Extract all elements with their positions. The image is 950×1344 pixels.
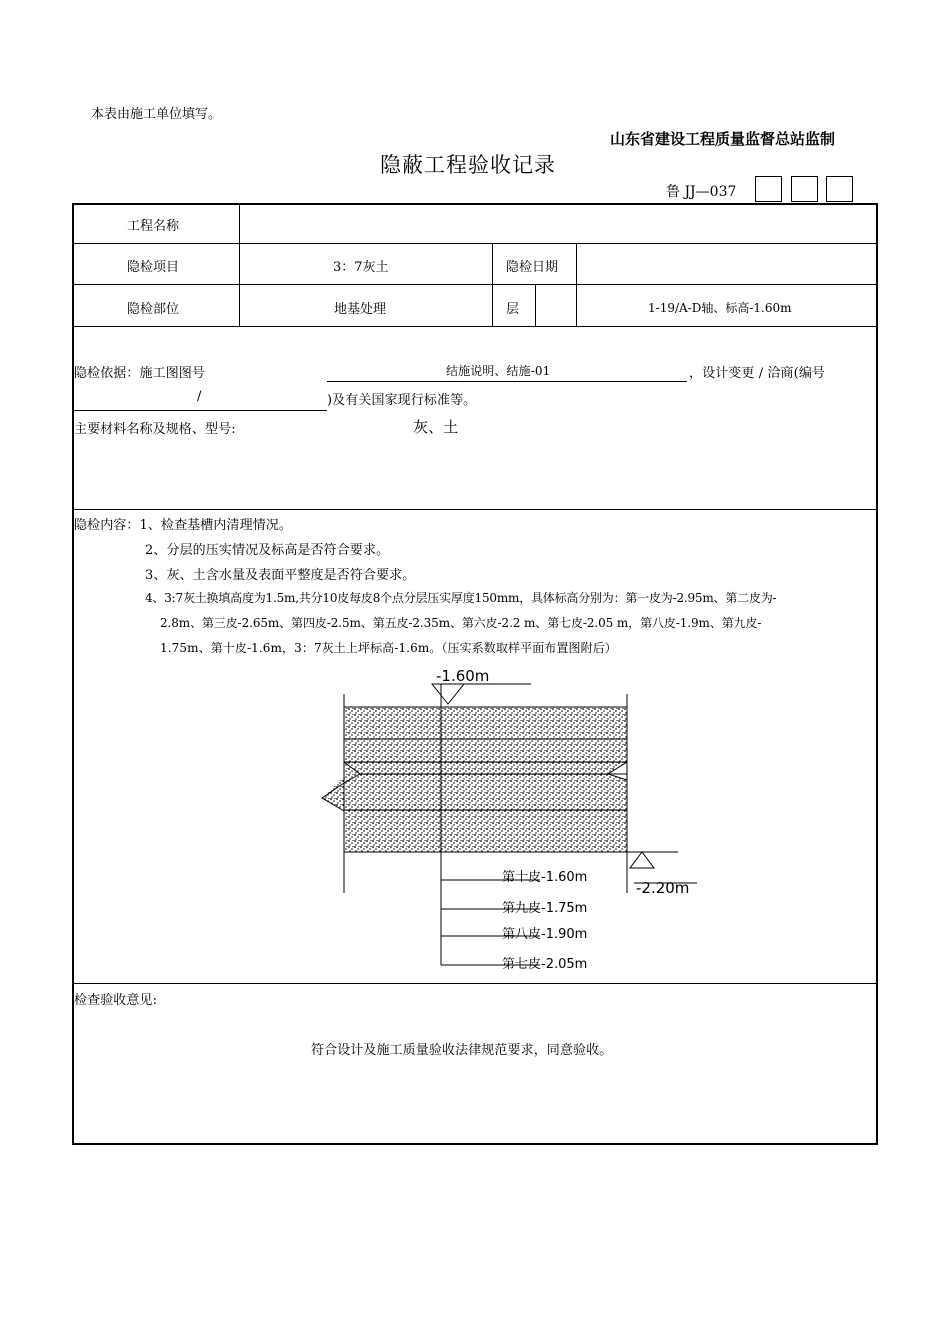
project-name-label: 工程名称: [127, 219, 180, 234]
right-elevation-triangle: [630, 852, 654, 868]
content-item-4-line-2: 2.8m、第三皮-2.65m、第四皮-2.5m、第五皮-2.35m、第六皮-2.2 m、第七皮-2.05 m，第八皮-1.9m、第九皮-: [160, 616, 762, 630]
item-label: 隐检项目: [127, 260, 180, 275]
content-item-2: 2、分层的压实情况及标高是否符合要求。: [145, 543, 390, 558]
opinion-text[interactable]: 符合设计及施工质量验收法律规范要求，同意验收。: [311, 1043, 613, 1058]
layer-label-8: 第八皮-1.90m: [502, 927, 588, 942]
layer-label-7: 第七皮-2.05m: [502, 957, 588, 972]
supervising-agency: 山东省建设工程质量监督总站监制: [610, 130, 836, 148]
form-title: 隐蔽工程验收记录: [380, 153, 556, 177]
top-elevation-label: -1.60m: [436, 667, 490, 685]
location-label: 隐检部位: [127, 302, 180, 317]
content-item-4-line-3: 1.75m、第十皮-1.6m，3：7灰土上坪标高-1.6m。（压实系数取样平面布置图附后）: [160, 641, 617, 655]
fill-zigzag: [322, 762, 627, 810]
top-elevation-triangle: [432, 684, 464, 704]
fill-note: 本表由施工单位填写。: [91, 107, 222, 122]
fill-layer-bottom: [344, 810, 627, 852]
content-item-3: 3、灰、土含水量及表面平整度是否符合要求。: [145, 568, 416, 583]
change-text: ，设计变更 / 洽商(编号: [689, 366, 826, 381]
form-code: 鲁 JJ—037: [666, 184, 737, 200]
content-item-4-line-1: 4、3:7灰土换填高度为1.5m,共分10皮每皮8个点分层压实厚度150mm，具体标高分别为：第一皮为-2.95m、第二皮为-: [145, 591, 777, 605]
item-value[interactable]: 3：7灰土: [333, 260, 389, 275]
drawing-number[interactable]: 结施说明、结施-01: [446, 364, 551, 378]
basis-prefix: 隐检依据：施工图图号: [74, 366, 206, 381]
basis-suffix: )及有关国家现行标准等。: [327, 393, 477, 408]
layer-label-9: 第九皮-1.75m: [502, 901, 588, 916]
content-label: 隐检内容：1、检查基槽内清理情况。: [74, 518, 292, 533]
opinion-label: 检查验收意见:: [74, 993, 158, 1008]
floor-label: 层: [506, 302, 520, 317]
location-value[interactable]: 地基处理: [334, 302, 387, 317]
axis-elevation[interactable]: 1-19/A-D轴、标高-1.60m: [648, 301, 792, 315]
material-value[interactable]: 灰、土: [413, 418, 459, 436]
material-label: 主要材料名称及规格、型号:: [74, 422, 236, 437]
date-label: 隐检日期: [506, 260, 559, 275]
change-number[interactable]: /: [197, 389, 202, 404]
right-elevation-label: -2.20m: [636, 879, 690, 897]
fill-layer-top: [344, 707, 627, 762]
layer-label-10: 第十皮-1.60m: [502, 870, 588, 885]
